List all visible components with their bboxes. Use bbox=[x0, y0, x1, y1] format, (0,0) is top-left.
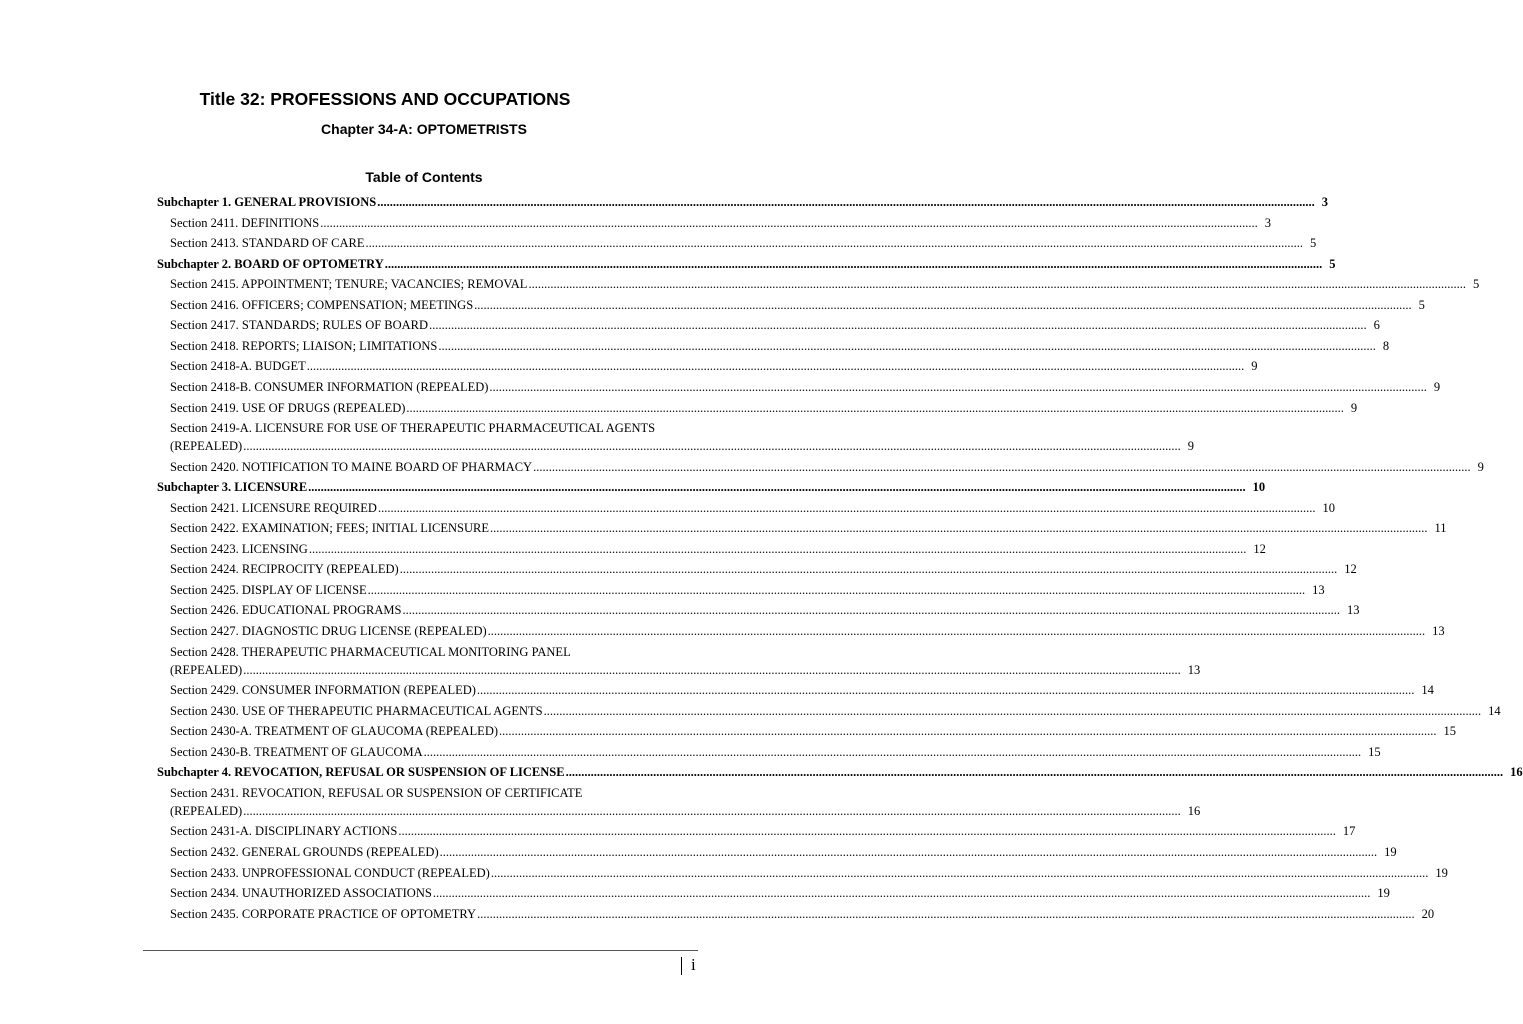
toc-leader-dots: ............................................................................................................................................................................................................................................................................................................ bbox=[384, 256, 1323, 271]
toc-leader-dots: ............................................................................................................................................................................................................................................................................................................ bbox=[543, 703, 1482, 718]
toc-section-entry[interactable] bbox=[170, 336, 1390, 356]
toc-entry-label: Section 2435. CORPORATE PRACTICE OF OPTOMETRY bbox=[170, 906, 477, 921]
toc-entry-label: (REPEALED) bbox=[170, 803, 243, 818]
toc-leader-dots: ............................................................................................................................................................................................................................................................................................................ bbox=[367, 582, 1306, 597]
toc-entry-page: 19 bbox=[1384, 844, 1397, 859]
toc-section-entry[interactable] bbox=[170, 721, 1457, 741]
toc-entry-page: 3 bbox=[1264, 215, 1271, 230]
toc-entry-first-line: Section 2431. REVOCATION, REFUSAL OR SUSPENSION OF CERTIFICATE bbox=[170, 785, 583, 800]
toc-section-entry[interactable] bbox=[170, 377, 1441, 397]
toc-leader-dots: ............................................................................................................................................................................................................................................................................................................ bbox=[365, 236, 1303, 251]
toc-entry-page: 14 bbox=[1488, 703, 1501, 718]
toc-section-entry[interactable] bbox=[170, 457, 1484, 477]
toc-leader-dots: ............................................................................................................................................................................................................................................................................................................ bbox=[398, 824, 1336, 839]
toc-entry-label: Section 2418-A. BUDGET bbox=[170, 359, 306, 374]
toc-entry-page: 13 bbox=[1187, 662, 1201, 677]
toc-entry-page: 20 bbox=[1421, 906, 1435, 921]
toc-leader-dots: ............................................................................................................................................................................................................................................................................................................ bbox=[439, 844, 1378, 859]
toc-section-entry[interactable] bbox=[170, 701, 1501, 721]
toc-leader-dots: ............................................................................................................................................................................................................................................................................................................ bbox=[487, 624, 1426, 638]
toc-section-entry[interactable] bbox=[170, 842, 1397, 862]
toc-section-entry[interactable] bbox=[170, 398, 1358, 418]
toc-entry-page: 10 bbox=[1322, 500, 1335, 515]
toc-subchapter-entry[interactable] bbox=[157, 762, 1523, 782]
toc-entry-page: 3 bbox=[1321, 195, 1329, 209]
toc-section-entry[interactable] bbox=[170, 883, 1390, 903]
toc-entry-page: 16 bbox=[1187, 803, 1201, 818]
toc-leader-dots: ............................................................................................................................................................................................................................................................................................................ bbox=[377, 500, 1316, 515]
toc-leader-dots: ............................................................................................................................................................................................................................................................................................................ bbox=[489, 379, 1427, 394]
toc-entry-label: Subchapter 1. GENERAL PROVISIONS bbox=[157, 195, 377, 209]
toc-entry-label: Section 2411. DEFINITIONS bbox=[170, 215, 320, 230]
toc-leader-dots: ............................................................................................................................................................................................................................................................................................................ bbox=[474, 297, 1412, 312]
toc-entry-page: 12 bbox=[1344, 562, 1357, 577]
toc-section-entry[interactable] bbox=[170, 274, 1480, 294]
toc-leader-dots: ............................................................................................................................................................................................................................................................................................................ bbox=[432, 886, 1371, 901]
toc-entry-page: 10 bbox=[1252, 480, 1266, 495]
toc-leader-dots: ............................................................................................................................................................................................................................................................................................................ bbox=[565, 765, 1504, 780]
toc-entry-label: Section 2422. EXAMINATION; FEES; INITIAL LICENSURE bbox=[170, 521, 489, 536]
toc-section-entry[interactable] bbox=[170, 436, 1194, 456]
toc-section-entry[interactable] bbox=[170, 213, 1271, 233]
chapter-title: Chapter 34-A: OPTOMETRISTS bbox=[321, 121, 527, 137]
toc-entry-label: Section 2430. USE OF THERAPEUTIC PHARMACEUTICAL AGENTS bbox=[170, 703, 543, 718]
toc-entry-page: 12 bbox=[1253, 541, 1266, 556]
toc-leader-dots: ............................................................................................................................................................................................................................................................................................................ bbox=[377, 195, 1315, 209]
toc-leader-dots: ............................................................................................................................................................................................................................................................................................................ bbox=[243, 803, 1181, 818]
toc-subchapter-entry[interactable] bbox=[157, 477, 1266, 497]
toc-leader-dots: ............................................................................................................................................................................................................................................................................................................ bbox=[243, 662, 1181, 677]
footer-page-number: i bbox=[691, 955, 696, 974]
toc-leader-dots: ............................................................................................................................................................................................................................................................................................................ bbox=[528, 277, 1466, 292]
toc-entry-label: Section 2415. APPOINTMENT; TENURE; VACANCIES; REMOVAL bbox=[170, 277, 528, 292]
toc-entry-label: Section 2434. UNAUTHORIZED ASSOCIATIONS bbox=[170, 886, 432, 901]
toc-leader-dots: ............................................................................................................................................................................................................................................................................................................ bbox=[306, 359, 1245, 374]
toc-heading: Table of Contents bbox=[365, 169, 483, 185]
toc-leader-dots: ............................................................................................................................................................................................................................................................................................................ bbox=[499, 724, 1437, 739]
toc-entry-label: Subchapter 4. REVOCATION, REFUSAL OR SUSPENSION OF LICENSE bbox=[157, 765, 565, 780]
toc-entry-page: 19 bbox=[1377, 886, 1390, 901]
toc-entry-page: 8 bbox=[1382, 338, 1390, 353]
toc-entry-label: Section 2431-A. DISCIPLINARY ACTIONS bbox=[170, 824, 398, 839]
toc-section-entry[interactable] bbox=[170, 580, 1325, 600]
toc-entry-page: 14 bbox=[1421, 683, 1434, 698]
toc-entry-page: 16 bbox=[1510, 765, 1523, 780]
toc-section-entry[interactable] bbox=[170, 621, 1445, 641]
toc-entry-label: Section 2430-A. TREATMENT OF GLAUCOMA (REPEALED) bbox=[170, 724, 499, 739]
toc-section-entry[interactable] bbox=[170, 315, 1380, 335]
toc-entry-label: Section 2427. DIAGNOSTIC DRUG LICENSE (REPEALED) bbox=[170, 624, 487, 638]
toc-entry-page: 19 bbox=[1435, 865, 1448, 880]
toc-entry-first-line: Section 2428. THERAPEUTIC PHARMACEUTICAL MONITORING PANEL bbox=[170, 644, 571, 659]
toc-entry-label: Section 2417. STANDARDS; RULES OF BOARD bbox=[170, 318, 429, 333]
toc-entry-label: Section 2426. EDUCATIONAL PROGRAMS bbox=[170, 603, 402, 618]
toc-leader-dots: ............................................................................................................................................................................................................................................................................................................ bbox=[489, 521, 1428, 536]
toc-entry-label: (REPEALED) bbox=[170, 662, 243, 677]
toc-section-entry[interactable] bbox=[170, 233, 1317, 253]
toc-section-entry[interactable] bbox=[170, 680, 1434, 700]
toc-section-entry[interactable] bbox=[170, 742, 1381, 762]
toc-entry-page: 9 bbox=[1433, 379, 1441, 394]
toc-entry-label: (REPEALED) bbox=[170, 439, 243, 454]
toc-entry-label: Section 2413. STANDARD OF CARE bbox=[170, 236, 365, 251]
toc-entry-label: Section 2421. LICENSURE REQUIRED bbox=[170, 500, 377, 515]
toc-entry-page: 9 bbox=[1187, 439, 1194, 454]
footer-divider bbox=[681, 957, 682, 975]
toc-entry-page: 5 bbox=[1310, 236, 1317, 251]
toc-entry-label: Section 2425. DISPLAY OF LICENSE bbox=[170, 582, 367, 597]
toc-section-entry[interactable] bbox=[170, 559, 1357, 579]
toc-entry-label: Section 2419. USE OF DRUGS (REPEALED) bbox=[170, 400, 406, 415]
footer-rule bbox=[143, 950, 698, 951]
toc-section-entry[interactable] bbox=[170, 356, 1258, 376]
toc-entry-page: 9 bbox=[1350, 400, 1358, 415]
toc-leader-dots: ............................................................................................................................................................................................................................................................................................................ bbox=[533, 459, 1471, 474]
toc-entry-page: 6 bbox=[1373, 318, 1380, 333]
toc-subchapter-entry[interactable] bbox=[157, 254, 1336, 274]
toc-leader-dots: ............................................................................................................................................................................................................................................................................................................ bbox=[243, 439, 1181, 454]
toc-section-entry[interactable] bbox=[170, 539, 1266, 559]
toc-entry-page: 13 bbox=[1432, 624, 1445, 638]
toc-section-entry[interactable] bbox=[170, 498, 1335, 518]
toc-entry-page: 5 bbox=[1329, 256, 1336, 271]
toc-leader-dots: ............................................................................................................................................................................................................................................................................................................ bbox=[490, 865, 1429, 880]
toc-leader-dots: ............................................................................................................................................................................................................................................................................................................ bbox=[399, 562, 1338, 577]
toc-entry-label: Section 2420. NOTIFICATION TO MAINE BOARD OF PHARMACY bbox=[170, 459, 533, 474]
toc-subchapter-entry[interactable] bbox=[157, 192, 1329, 212]
toc-leader-dots: ............................................................................................................................................................................................................................................................................................................ bbox=[476, 683, 1415, 698]
toc-entry-label: Section 2430-B. TREATMENT OF GLAUCOMA bbox=[170, 744, 423, 759]
toc-entry-page: 9 bbox=[1251, 359, 1258, 374]
toc-entry-label: Section 2418. REPORTS; LIAISON; LIMITATIONS bbox=[170, 338, 438, 353]
toc-section-entry[interactable] bbox=[170, 863, 1448, 883]
toc-section-entry[interactable] bbox=[170, 821, 1356, 841]
toc-entry-first-line: Section 2419-A. LICENSURE FOR USE OF THERAPEUTIC PHARMACEUTICAL AGENTS bbox=[170, 421, 656, 436]
toc-leader-dots: ............................................................................................................................................................................................................................................................................................................ bbox=[308, 541, 1247, 556]
toc-entry-label: Section 2429. CONSUMER INFORMATION (REPEALED) bbox=[170, 683, 476, 698]
toc-entry-label: Subchapter 2. BOARD OF OPTOMETRY bbox=[157, 256, 384, 271]
toc-leader-dots: ............................................................................................................................................................................................................................................................................................................ bbox=[438, 338, 1376, 353]
toc-leader-dots: ............................................................................................................................................................................................................................................................................................................ bbox=[320, 215, 1258, 230]
toc-entry-label: Section 2418-B. CONSUMER INFORMATION (REPEALED) bbox=[170, 379, 489, 394]
toc-leader-dots: ............................................................................................................................................................................................................................................................................................................ bbox=[477, 906, 1415, 921]
toc-entry-label: Section 2424. RECIPROCITY (REPEALED) bbox=[170, 562, 399, 577]
toc-entry-page: 13 bbox=[1347, 603, 1360, 618]
toc-entry-page: 9 bbox=[1477, 459, 1484, 474]
toc-entry-page: 13 bbox=[1312, 582, 1325, 597]
toc-entry-label: Section 2423. LICENSING bbox=[170, 541, 308, 556]
toc-entry-label: Section 2433. UNPROFESSIONAL CONDUCT (REPEALED) bbox=[170, 865, 490, 880]
toc-entry-page: 15 bbox=[1368, 744, 1381, 759]
toc-leader-dots: ............................................................................................................................................................................................................................................................................................................ bbox=[406, 400, 1344, 415]
page-title: Title 32: PROFESSIONS AND OCCUPATIONS bbox=[199, 89, 571, 109]
toc-section-entry[interactable] bbox=[170, 660, 1201, 680]
toc-entry-label: Subchapter 3. LICENSURE bbox=[157, 480, 308, 495]
toc-leader-dots: ............................................................................................................................................................................................................................................................................................................ bbox=[308, 480, 1246, 495]
toc-entry-page: 5 bbox=[1472, 277, 1480, 292]
toc-section-entry[interactable] bbox=[170, 904, 1435, 924]
toc-entry-label: Section 2416. OFFICERS; COMPENSATION; MEETINGS bbox=[170, 297, 474, 312]
toc-section-entry[interactable] bbox=[170, 295, 1425, 315]
toc-section-entry[interactable] bbox=[170, 600, 1360, 620]
toc-leader-dots: ............................................................................................................................................................................................................................................................................................................ bbox=[429, 318, 1367, 333]
toc-entry-page: 5 bbox=[1418, 297, 1425, 312]
toc-entry-label: Section 2432. GENERAL GROUNDS (REPEALED) bbox=[170, 844, 439, 859]
toc-section-entry[interactable] bbox=[170, 801, 1201, 821]
toc-entry-page: 11 bbox=[1434, 521, 1447, 536]
toc-section-entry[interactable] bbox=[170, 518, 1447, 538]
toc-leader-dots: ............................................................................................................................................................................................................................................................................................................ bbox=[402, 603, 1340, 618]
toc-entry-page: 15 bbox=[1443, 724, 1457, 739]
toc-entry-page: 17 bbox=[1342, 824, 1356, 839]
toc-leader-dots: ............................................................................................................................................................................................................................................................................................................ bbox=[423, 744, 1362, 759]
